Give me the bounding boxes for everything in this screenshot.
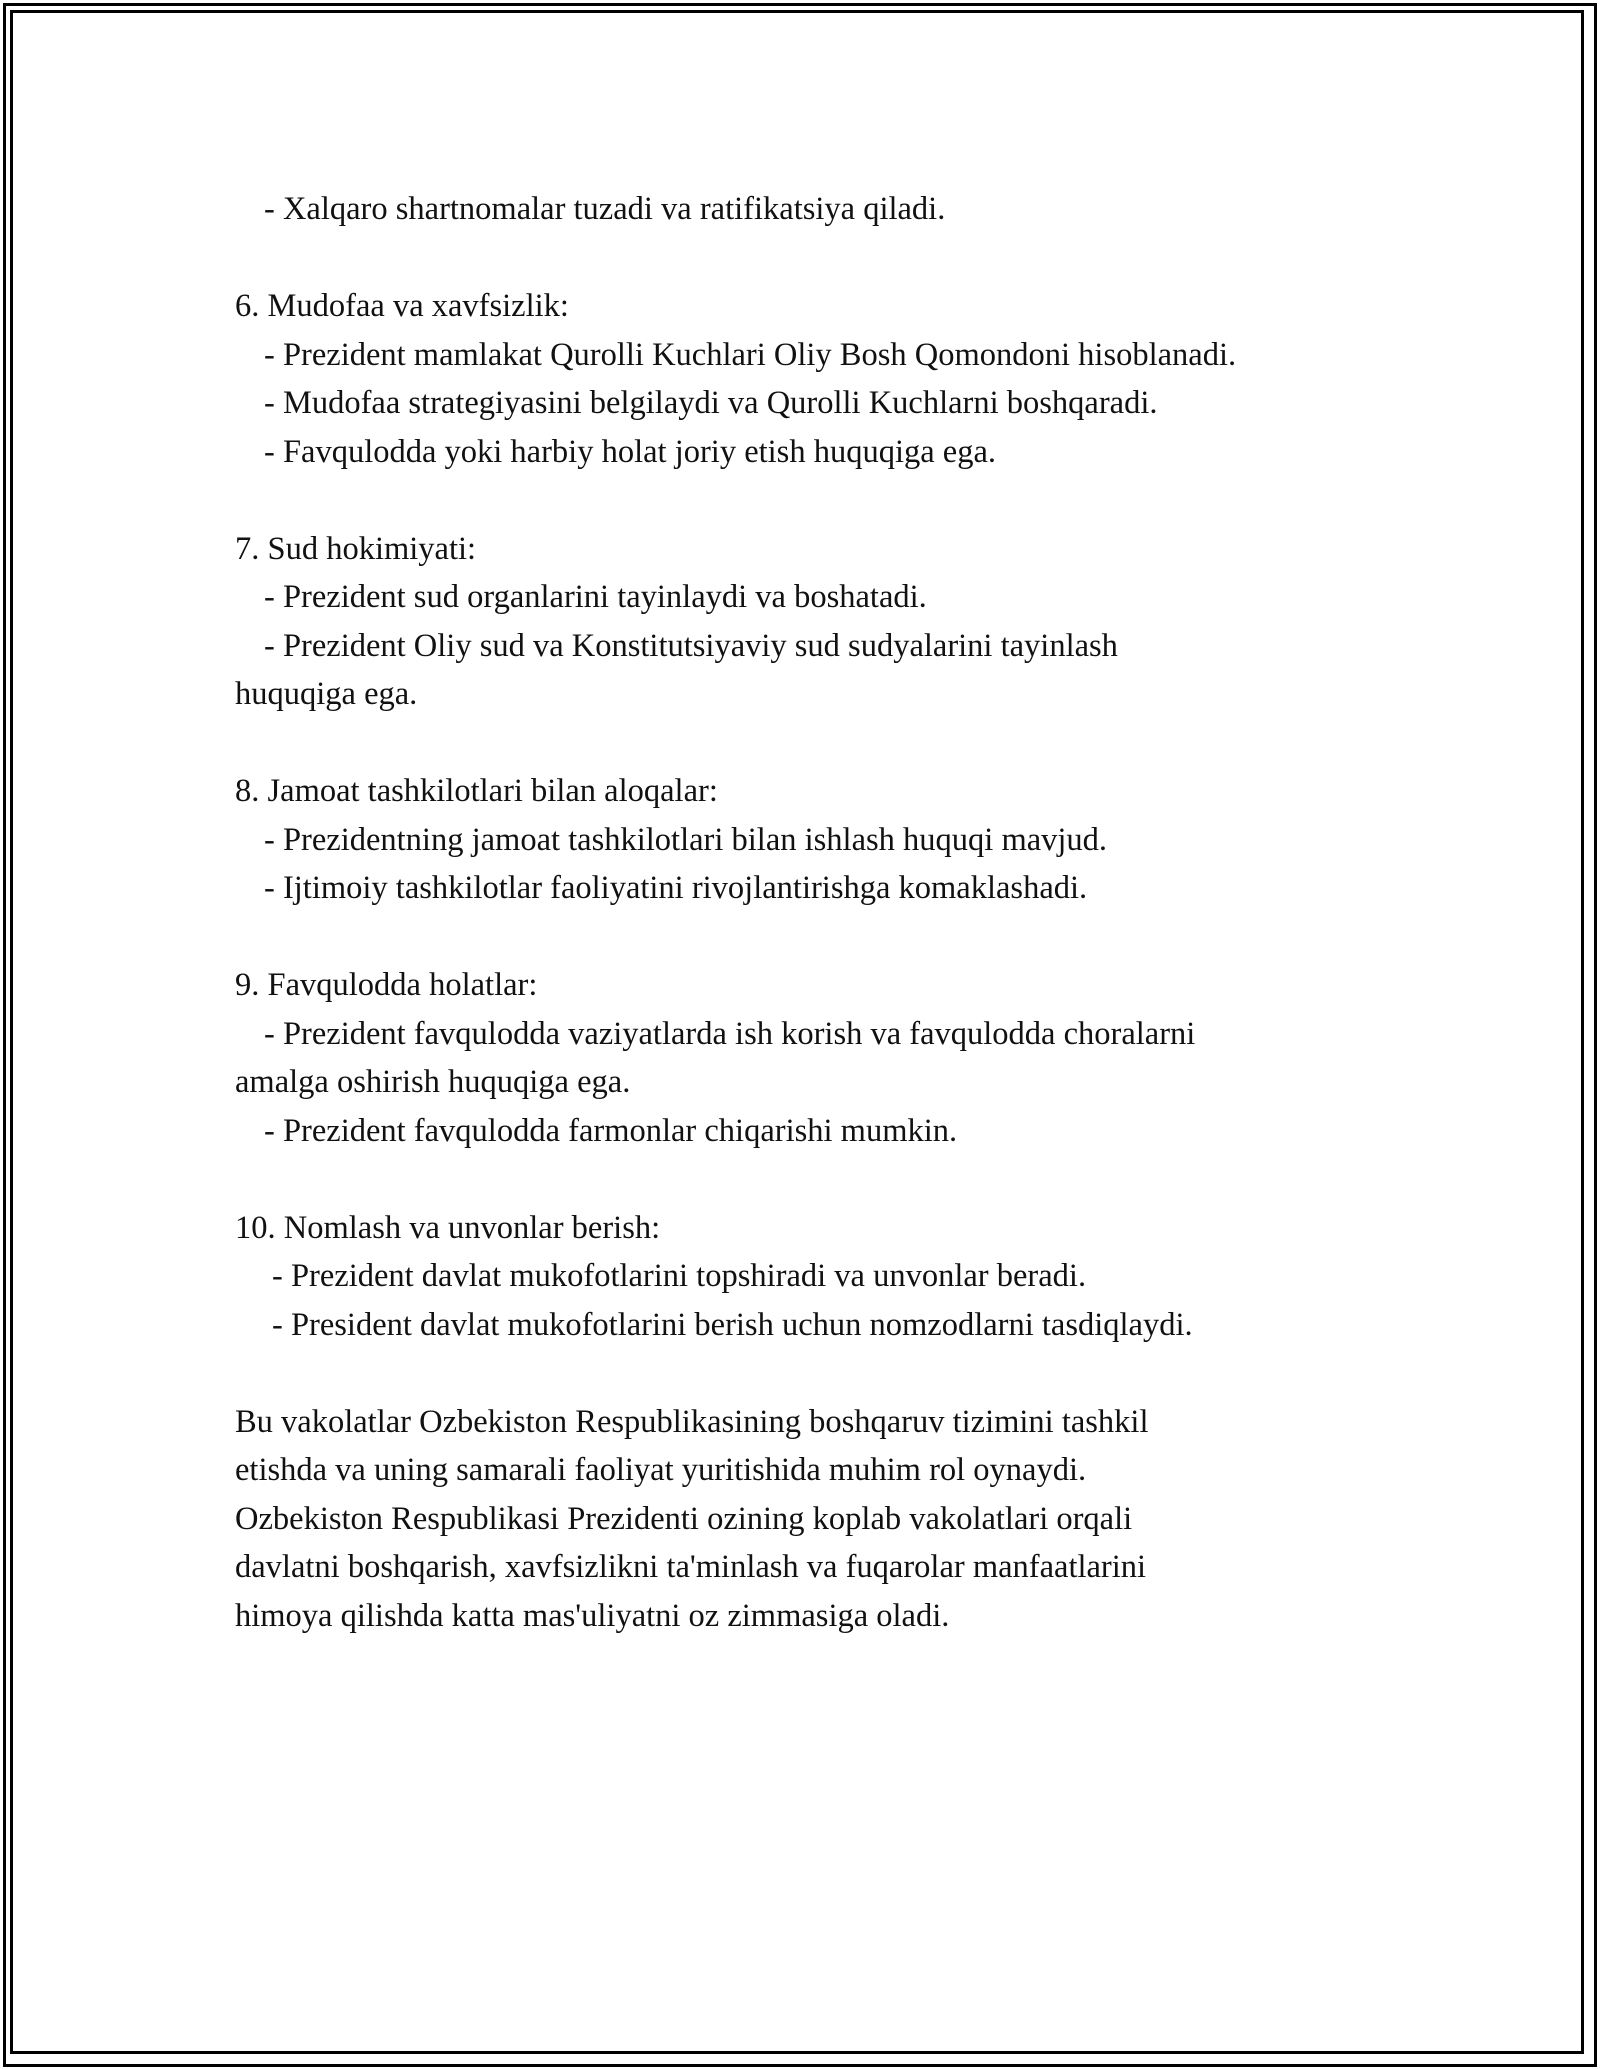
section-heading: 8. Jamoat tashkilotlari bilan aloqalar: <box>235 773 718 809</box>
spacer <box>235 1349 1435 1398</box>
intro-bullet: - Xalqaro shartnomalar tuzadi va ratifikatsiya qiladi. <box>264 191 946 227</box>
closing-paragraph-line: Bu vakolatlar Ozbekiston Respublikasining boshqaruv tizimini tashkil <box>235 1403 1149 1440</box>
section-heading: 9. Favqulodda holatlar: <box>235 967 538 1003</box>
closing-paragraph-line: Ozbekiston Respublikasi Prezidenti ozining koplab vakolatlari orqali <box>235 1500 1133 1537</box>
section-heading: 10. Nomlash va unvonlar berish: <box>235 1209 661 1246</box>
bullet-item: - Prezident davlat mukofotlarini topshiradi va unvonlar beradi. <box>272 1258 1087 1294</box>
spacer <box>235 913 1435 962</box>
section-heading: 6. Mudofaa va xavfsizlik: <box>235 288 569 324</box>
bullet-item: - Ijtimoiy tashkilotlar faoliyatini rivojlantirishga komaklashadi. <box>264 870 1088 906</box>
bullet-item: - Favqulodda yoki harbiy holat joriy etish huquqiga ega. <box>264 433 997 470</box>
bullet-item: - Prezident favqulodda vaziyatlarda ish korish va favqulodda choralarni <box>264 1015 1196 1052</box>
bullet-item: - Prezidentning jamoat tashkilotlari bilan ishlash huquqi mavjud. <box>264 821 1108 858</box>
bullet-item: - Prezident sud organlarini tayinlaydi va boshatadi. <box>264 579 927 615</box>
bullet-item: - Prezident favqulodda farmonlar chiqarishi mumkin. <box>264 1112 958 1149</box>
spacer <box>235 476 1435 525</box>
bullet-continuation: amalga oshirish huquqiga ega. <box>235 1064 631 1100</box>
closing-paragraph-line: davlatni boshqarish, xavfsizlikni ta'minlash va fuqarolar manfaatlarini <box>235 1549 1147 1585</box>
bullet-item: - Mudofaa strategiyasini belgilaydi va Qurolli Kuchlarni boshqaradi. <box>264 385 1158 421</box>
closing-paragraph-line: himoya qilishda katta mas'uliyatni oz zimmasiga oladi. <box>235 1597 950 1634</box>
document-body <box>235 185 1435 1640</box>
section-heading: 7. Sud hokimiyati: <box>235 530 477 567</box>
bullet-item: - President davlat mukofotlarini berish uchun nomzodlarni tasdiqlaydi. <box>272 1306 1193 1343</box>
closing-paragraph-line: etishda va uning samarali faoliyat yuritishida muhim rol oynaydi. <box>235 1452 1087 1488</box>
bullet-item: - Prezident mamlakat Qurolli Kuchlari Oliy Bosh Qomondoni hisoblanadi. <box>264 336 1237 373</box>
bullet-item: - Prezident Oliy sud va Konstitutsiyaviy sud sudyalarini tayinlash <box>264 627 1118 664</box>
spacer <box>235 1155 1435 1204</box>
bullet-continuation: huquqiga ega. <box>235 676 418 712</box>
spacer <box>235 234 1435 283</box>
spacer <box>235 719 1435 768</box>
